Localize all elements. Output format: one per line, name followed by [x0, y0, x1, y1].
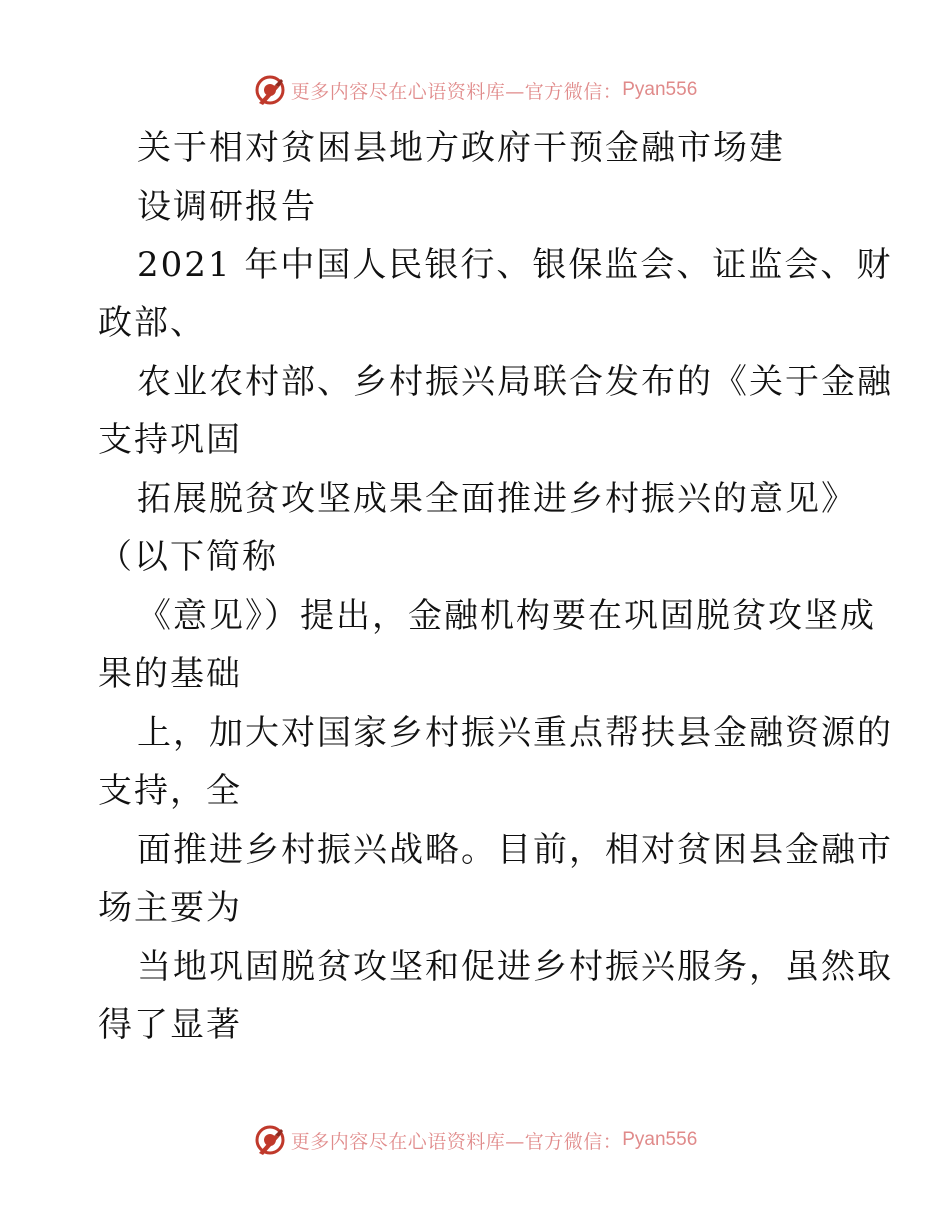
paragraph-line: 得了显著 [98, 1005, 242, 1045]
paragraph-line: 果的基础 [98, 654, 242, 694]
watermark-wechat-id: Pyan556 [622, 1129, 698, 1150]
footer-watermark [0, 1123, 950, 1157]
paragraph-line: 政部、 [98, 303, 206, 343]
paragraph-line: 支持巩固 [98, 420, 242, 460]
paragraph-line: 拓展脱贫攻坚成果全面推进乡村振兴的意见》 [137, 479, 857, 519]
paragraph-line: 《意见》）提出，金融机构要在巩固脱贫攻坚成 [137, 596, 876, 636]
paragraph-line: 上，加大对国家乡村振兴重点帮扶县金融资源的 [137, 713, 893, 753]
watermark-text: 更多内容尽在心语资料库—官方微信： [290, 80, 623, 103]
paragraph-line: 2021 年中国人民银行、银保监会、证监会、财 [137, 245, 893, 285]
document-title-line-1: 关于相对贫困县地方政府干预金融市场建 [137, 128, 785, 168]
watermark-wechat-id: Pyan556 [622, 79, 698, 100]
header-watermark [0, 73, 950, 107]
paragraph-line: 农业农村部、乡村振兴局联合发布的《关于金融 [137, 362, 893, 402]
watermark-text: 更多内容尽在心语资料库—官方微信： [290, 1130, 623, 1153]
paragraph-line: 当地巩固脱贫攻坚和促进乡村振兴服务，虽然取 [137, 947, 893, 987]
paragraph-line: （以下简称 [98, 537, 278, 577]
pen-logo-icon [253, 73, 287, 107]
paragraph-line: 面推进乡村振兴战略。目前，相对贫困县金融市 [137, 830, 893, 870]
pen-logo-icon [253, 1123, 287, 1157]
paragraph-line: 支持，全 [98, 771, 242, 811]
document-title-line-2: 设调研报告 [137, 187, 317, 227]
paragraph-line: 场主要为 [98, 888, 242, 928]
